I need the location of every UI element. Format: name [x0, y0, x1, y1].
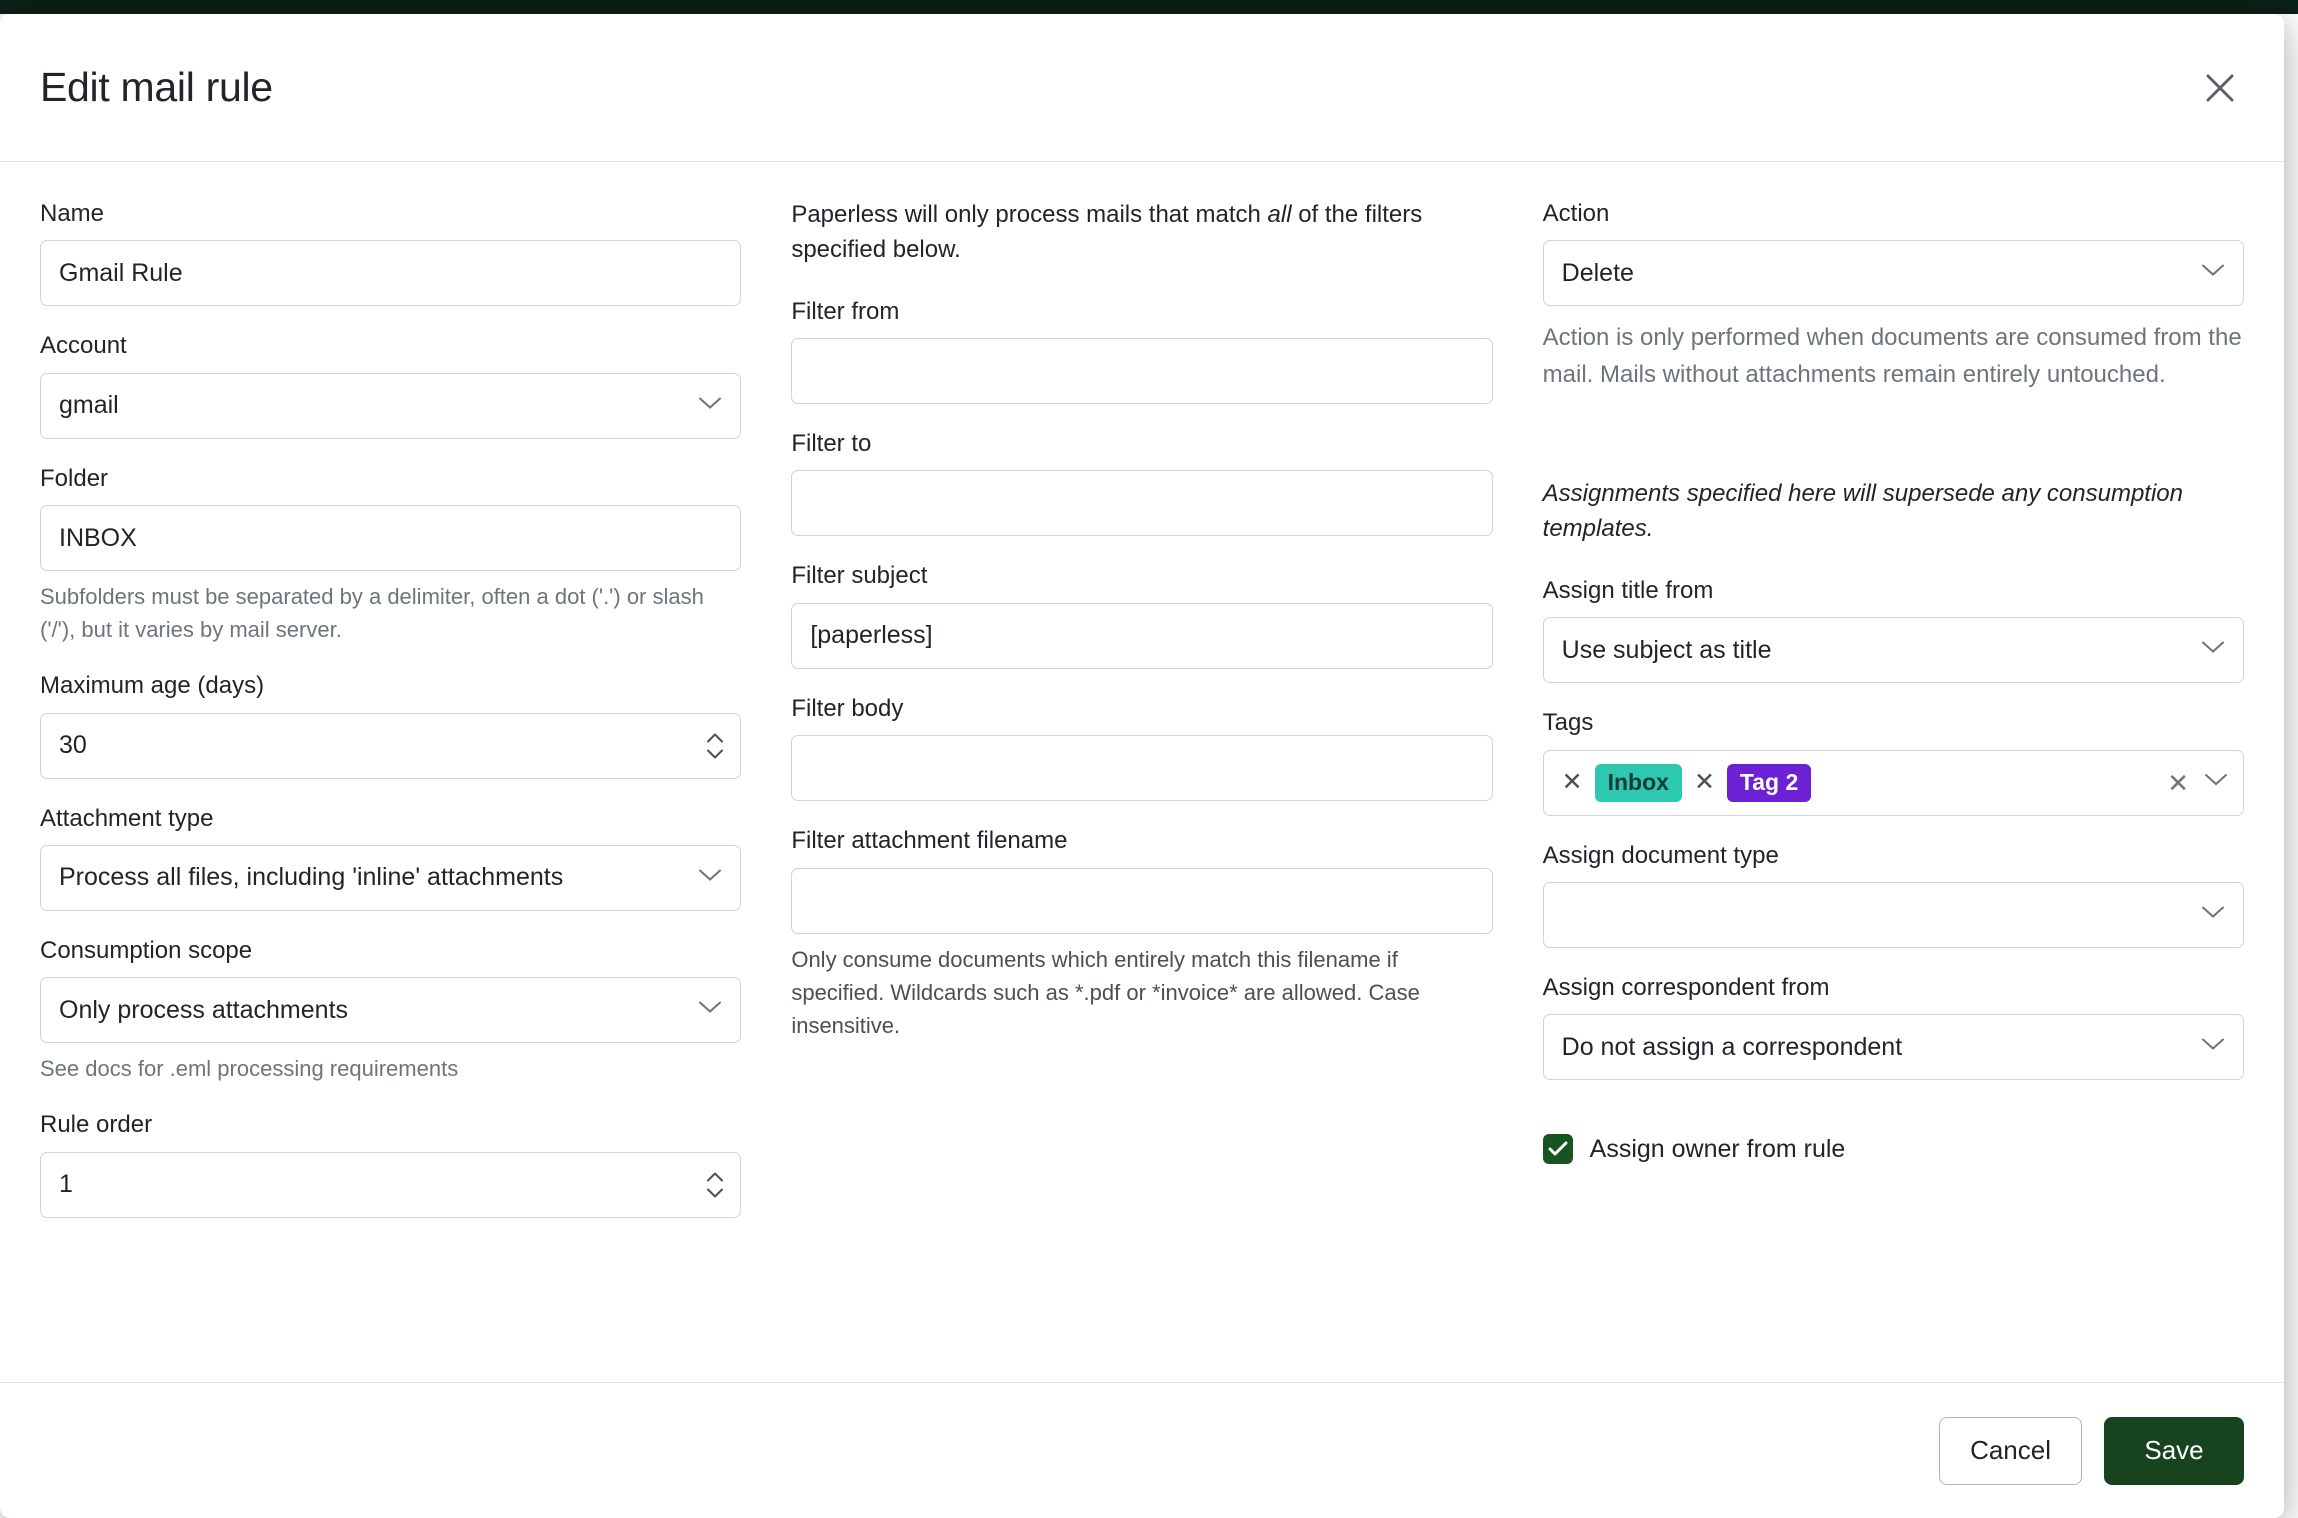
- filter-body-input[interactable]: [791, 735, 1492, 801]
- field-attachment-type: [40, 803, 741, 911]
- dialog-body: [0, 162, 2284, 1382]
- cancel-button[interactable]: Cancel: [1939, 1417, 2082, 1485]
- field-assign-title: [1543, 575, 2244, 683]
- tag-chip[interactable]: Tag 2: [1727, 764, 1811, 802]
- account-select[interactable]: gmail: [40, 373, 741, 439]
- filters-intro-prefix: Paperless will only process mails that match: [791, 201, 1268, 228]
- attachment-type-select[interactable]: Process all files, including 'inline' attachments: [40, 845, 741, 911]
- field-account: [40, 330, 741, 438]
- remove-tag-icon[interactable]: ✕: [1693, 768, 1715, 797]
- edit-mail-rule-dialog: [0, 14, 2284, 1518]
- action-help-text: Action is only performed when documents are consumed from the mail. Mails without attachments remain entirely untouched.: [1542, 324, 2242, 388]
- name-input[interactable]: [40, 240, 741, 306]
- assign-document-type-label: Assign document type: [1542, 841, 1779, 869]
- action-select[interactable]: Delete: [1543, 240, 2244, 306]
- window-dim-bar: [600, 0, 2298, 14]
- rule-order-input[interactable]: [40, 1152, 741, 1218]
- filter-subject-input[interactable]: [791, 603, 1492, 669]
- left-column: [40, 198, 741, 1382]
- folder-label: Folder: [40, 464, 109, 492]
- filters-intro-emphasis: all: [1267, 201, 1292, 228]
- filter-to-input[interactable]: [791, 470, 1492, 536]
- filter-to-label: Filter to: [791, 429, 872, 457]
- assign-owner-checkbox[interactable]: [1543, 1134, 1573, 1164]
- assign-correspondent-select[interactable]: Do not assign a correspondent: [1543, 1014, 2244, 1080]
- account-label: Account: [40, 332, 127, 360]
- clear-tags-icon[interactable]: ✕: [2167, 767, 2189, 798]
- field-filter-body: [791, 693, 1492, 801]
- filter-attachment-filename-label: Filter attachment filename: [791, 827, 1068, 855]
- filter-body-label: Filter body: [791, 694, 904, 722]
- field-maximum-age: [40, 670, 741, 778]
- tags-label: Tags: [1542, 709, 1594, 737]
- maximum-age-label: Maximum age (days): [40, 672, 265, 700]
- tags-multiselect[interactable]: [1543, 750, 2244, 816]
- middle-column: [791, 198, 1492, 1382]
- field-filter-attachment-filename: [791, 825, 1492, 1041]
- consumption-scope-label: Consumption scope: [40, 936, 253, 964]
- remove-tag-icon[interactable]: ✕: [1561, 768, 1583, 797]
- filter-from-input[interactable]: [791, 338, 1492, 404]
- assign-owner-row[interactable]: [1543, 1134, 2244, 1164]
- field-assign-document-type: [1543, 840, 2244, 948]
- page-title: Edit mail rule: [40, 64, 273, 110]
- attachment-type-label: Attachment type: [40, 804, 214, 832]
- field-tags: [1543, 707, 2244, 815]
- filter-attachment-help-text: Only consume documents which entirely match this filename if specified. Wildcards such as *.pdf or *invoice* are allowed. Case insensitive.: [791, 946, 1420, 1038]
- quantity-stepper[interactable]: [705, 732, 725, 759]
- field-rule-order: [40, 1109, 741, 1217]
- field-assign-correspondent: [1543, 972, 2244, 1080]
- filters-intro: [791, 198, 1492, 268]
- dialog-header: [0, 14, 2284, 162]
- filters-intro-suffix: of the filters specified below.: [791, 201, 1423, 263]
- filter-attachment-filename-input[interactable]: [791, 868, 1492, 934]
- action-label: Action: [1542, 200, 1610, 227]
- consumption-scope-help-text: See docs for .eml processing requirements: [40, 1056, 459, 1082]
- assign-title-select[interactable]: Use subject as title: [1543, 617, 2244, 683]
- field-folder: [40, 463, 741, 646]
- folder-help-text: Subfolders must be separated by a delimiter, often a dot ('.') or slash ('/'), but it varies by mail server.: [40, 584, 704, 643]
- filter-from-label: Filter from: [791, 297, 900, 325]
- assign-title-label: Assign title from: [1542, 576, 1714, 604]
- field-filter-from: [791, 296, 1492, 404]
- assign-correspondent-label: Assign correspondent from: [1542, 974, 1830, 1002]
- filter-subject-label: Filter subject: [791, 562, 928, 590]
- assign-owner-label: Assign owner from rule: [1589, 1134, 1846, 1163]
- field-action: [1543, 198, 2244, 393]
- close-icon[interactable]: [2194, 62, 2246, 114]
- right-column: [1543, 198, 2244, 1382]
- field-consumption-scope: [40, 935, 741, 1085]
- save-button[interactable]: Save: [2104, 1417, 2244, 1485]
- dialog-footer: [0, 1382, 2284, 1518]
- field-filter-to: [791, 428, 1492, 536]
- assign-document-type-select[interactable]: [1543, 882, 2244, 948]
- maximum-age-input[interactable]: [40, 713, 741, 779]
- tag-chip[interactable]: Inbox: [1595, 764, 1682, 802]
- folder-input[interactable]: [40, 505, 741, 571]
- name-label: Name: [40, 200, 105, 227]
- field-name: [40, 198, 741, 306]
- chevron-down-icon[interactable]: [2205, 773, 2227, 792]
- rule-order-label: Rule order: [40, 1111, 153, 1139]
- assignments-note: Assignments specified here will supersede any consumption templates.: [1542, 480, 2183, 543]
- quantity-stepper[interactable]: [705, 1171, 725, 1198]
- field-filter-subject: [791, 560, 1492, 668]
- consumption-scope-select[interactable]: Only process attachments: [40, 977, 741, 1043]
